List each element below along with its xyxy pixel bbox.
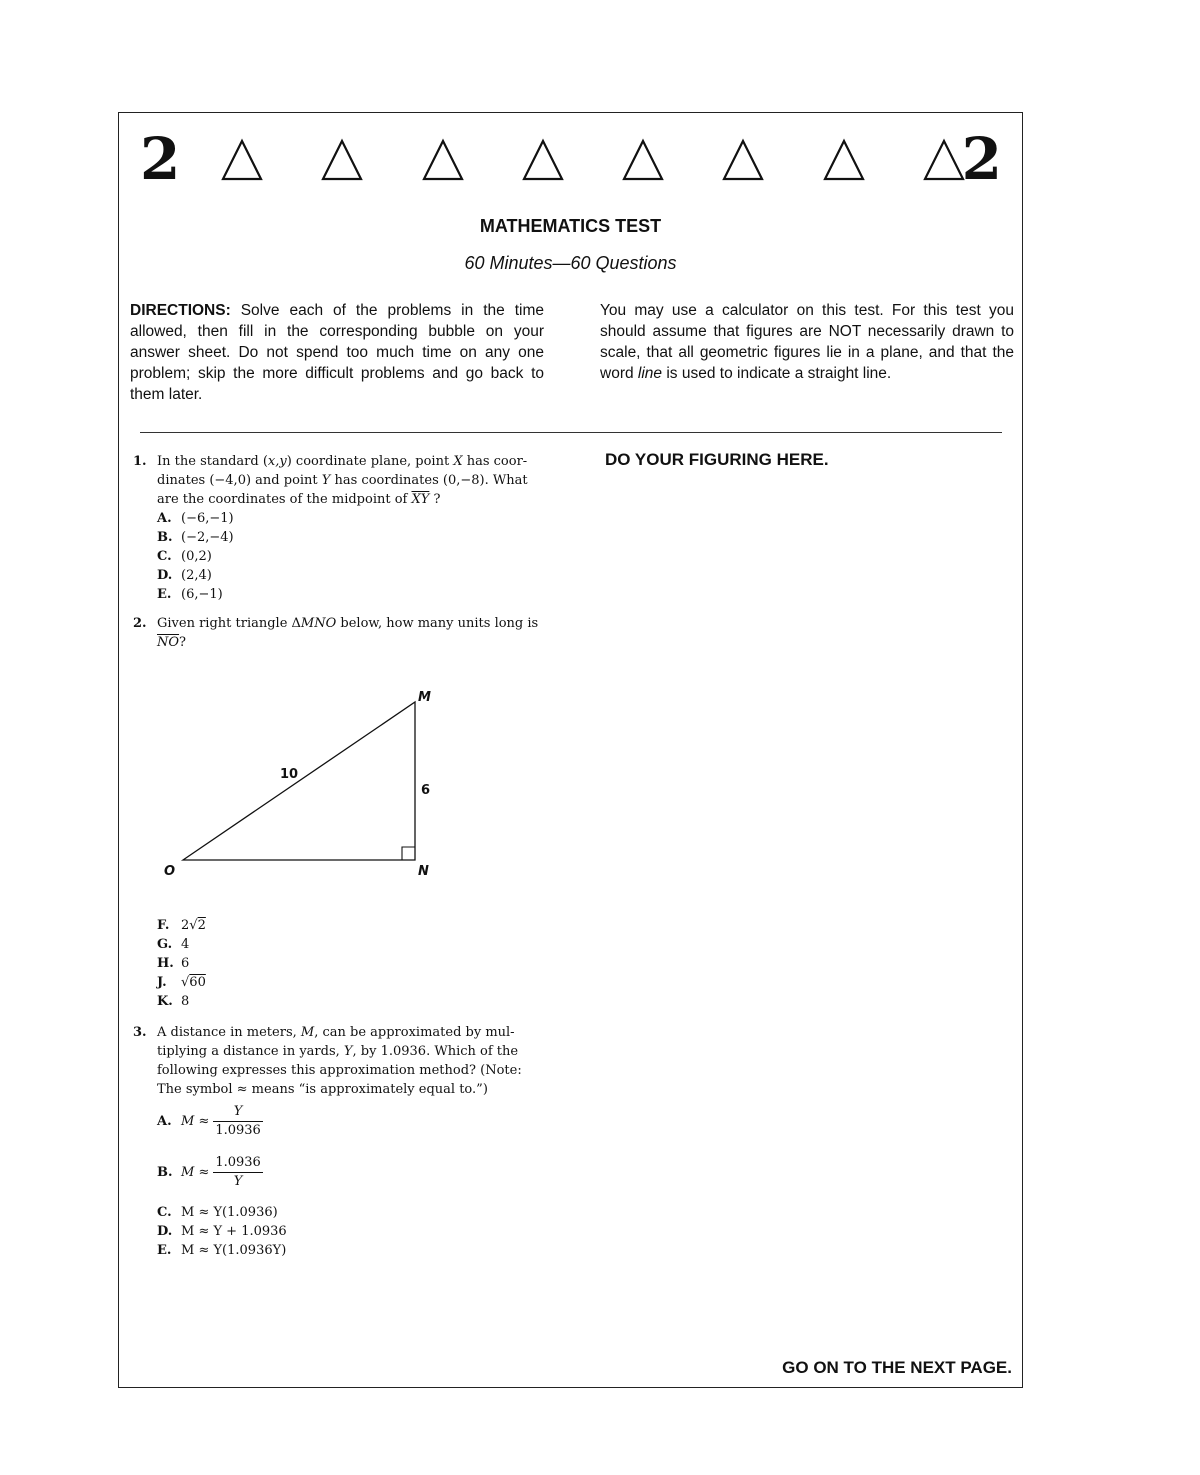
vertex-m-label: M bbox=[418, 690, 431, 705]
answer-option-h[interactable] bbox=[157, 954, 543, 973]
question-number: 2. bbox=[133, 616, 147, 631]
option-text: 2 bbox=[181, 918, 190, 933]
directions-right bbox=[600, 300, 1014, 384]
answer-option-j[interactable] bbox=[157, 973, 543, 992]
option-label: C. bbox=[157, 1205, 172, 1220]
text-part: has coordinates (0,−8). What are the coordinates of the midpoint of bbox=[157, 473, 528, 507]
option-text: (−6,−1) bbox=[181, 511, 234, 526]
section-triangle-icon bbox=[521, 138, 565, 182]
option-label: D. bbox=[157, 1224, 173, 1239]
question-text bbox=[157, 452, 543, 509]
question-2 bbox=[133, 614, 543, 652]
option-text: 6 bbox=[181, 956, 190, 971]
go-on-next-page: GO ON TO THE NEXT PAGE. bbox=[782, 1358, 1012, 1377]
answer-option-c[interactable] bbox=[157, 1203, 543, 1222]
section-triangle-icon bbox=[421, 138, 465, 182]
right-triangle-figure bbox=[150, 680, 460, 890]
question-text bbox=[157, 614, 543, 652]
figuring-heading: DO YOUR FIGURING HERE. bbox=[605, 450, 829, 469]
test-subtitle: 60 Minutes—60 Questions bbox=[464, 253, 677, 273]
directions-label: DIRECTIONS: bbox=[130, 302, 231, 319]
option-label: D. bbox=[157, 568, 173, 583]
section-header bbox=[140, 125, 1002, 193]
directions-right-text-2: is used to indicate a straight line. bbox=[662, 365, 892, 382]
section-triangle-icon bbox=[220, 138, 264, 182]
section-triangle-icon bbox=[822, 138, 866, 182]
section-number-right: 2 bbox=[961, 125, 1002, 193]
triangle-shape bbox=[183, 702, 415, 860]
option-label: E. bbox=[157, 587, 172, 602]
directions-left-text: Solve each of the problems in the time allowed, then fill in the corresponding bubble on your answer sheet. Do not spend too much time on any one problem; skip the more difficult problems and go back to them later. bbox=[130, 302, 544, 403]
radical-sign: √60 bbox=[181, 975, 206, 990]
answer-option-b[interactable] bbox=[157, 528, 543, 547]
option-text: (−2,−4) bbox=[181, 530, 234, 545]
text-part: In the standard ( bbox=[157, 454, 268, 469]
option-label: A. bbox=[157, 1114, 172, 1129]
option-label: H. bbox=[157, 956, 174, 971]
option-text: 8 bbox=[181, 994, 190, 1009]
text-part: X bbox=[453, 454, 463, 469]
option-label: F. bbox=[157, 918, 170, 933]
option-label: A. bbox=[157, 511, 172, 526]
question-1 bbox=[133, 452, 543, 604]
option-text: M ≈ Y + 1.0936 bbox=[181, 1224, 287, 1239]
text-part: x,y bbox=[267, 454, 287, 469]
text-part: , can be approximated by mul-tiplying a distance in yards, bbox=[157, 1025, 515, 1059]
option-text: (0,2) bbox=[181, 549, 212, 564]
answer-option-d[interactable] bbox=[157, 1222, 543, 1241]
fraction bbox=[213, 1154, 263, 1191]
text-part: has coor-dinates (−4,0) and point bbox=[157, 454, 528, 488]
right-angle-marker bbox=[402, 847, 415, 860]
option-label: B. bbox=[157, 530, 173, 545]
text-part: Given right triangle Δ bbox=[157, 616, 301, 631]
option-text: M ≈ Y(1.0936) bbox=[181, 1205, 278, 1220]
option-label: B. bbox=[157, 1165, 173, 1180]
option-text: (2,4) bbox=[181, 568, 212, 583]
section-triangle-icon bbox=[721, 138, 765, 182]
answer-option-d[interactable] bbox=[157, 566, 543, 585]
question-3 bbox=[133, 1023, 543, 1260]
answer-option-c[interactable] bbox=[157, 547, 543, 566]
question-number: 3. bbox=[133, 1025, 147, 1040]
text-part: Y bbox=[343, 1044, 353, 1059]
answer-option-a[interactable] bbox=[157, 509, 543, 528]
text-part: below, how many units long is bbox=[336, 616, 539, 631]
question-2-options bbox=[133, 916, 543, 1011]
vertex-o-label: O bbox=[164, 864, 176, 879]
section-number-left: 2 bbox=[140, 125, 181, 193]
answer-option-b[interactable] bbox=[157, 1154, 543, 1191]
option-label: K. bbox=[157, 994, 173, 1009]
directions-right-text-1: You may use a calculator on this test. For this test you should assume that figures are NOT necessarily drawn to scale, that all geometric figures lie in a plane, and that the word bbox=[600, 302, 1014, 382]
option-text: (6,−1) bbox=[181, 587, 223, 602]
divider-line bbox=[140, 432, 1002, 433]
text-part: M bbox=[300, 1025, 315, 1040]
directions-left bbox=[130, 300, 544, 405]
question-text bbox=[157, 1023, 543, 1099]
answer-option-g[interactable] bbox=[157, 935, 543, 954]
text-part: ? bbox=[429, 492, 441, 507]
option-label: G. bbox=[157, 937, 173, 952]
option-text: 4 bbox=[181, 937, 190, 952]
option-lhs: M ≈ bbox=[181, 1165, 210, 1180]
answer-option-k[interactable] bbox=[157, 992, 543, 1011]
answer-option-e[interactable] bbox=[157, 585, 543, 604]
section-triangle-icon bbox=[922, 138, 966, 182]
answer-option-a[interactable] bbox=[157, 1103, 543, 1140]
segment-xy: $\overline{XY}$ bbox=[411, 492, 430, 507]
numerator: Y bbox=[213, 1103, 263, 1122]
radicand: 2 bbox=[197, 918, 206, 933]
radicand: 60 bbox=[189, 975, 206, 990]
text-part: MNO bbox=[300, 616, 337, 631]
section-triangle-icon bbox=[621, 138, 665, 182]
text-part: , by 1.0936. Which of the following expresses this approximation method? (Note: The symbol ≈ means “is approximately equal to.”) bbox=[157, 1044, 522, 1097]
denominator: 1.0936 bbox=[215, 1123, 261, 1138]
directions-right-italic: line bbox=[637, 365, 663, 382]
denominator: Y bbox=[233, 1174, 243, 1189]
hypotenuse-label: 10 bbox=[280, 767, 299, 782]
radical-sign: √2 bbox=[189, 918, 206, 933]
fraction bbox=[213, 1103, 263, 1140]
option-label: C. bbox=[157, 549, 172, 564]
text-part: A distance in meters, bbox=[157, 1025, 301, 1040]
side-mn-label: 6 bbox=[421, 783, 431, 798]
test-title: MATHEMATICS TEST bbox=[479, 216, 662, 236]
text-part: Y bbox=[321, 473, 331, 488]
text-part: ? bbox=[179, 635, 187, 650]
option-label: J. bbox=[157, 975, 167, 990]
vertex-n-label: N bbox=[418, 864, 429, 879]
option-lhs: M ≈ bbox=[181, 1114, 210, 1129]
text-part: ) coordinate plane, point bbox=[286, 454, 454, 469]
section-triangle-icon bbox=[320, 138, 364, 182]
question-number: 1. bbox=[133, 454, 147, 469]
answer-option-f[interactable] bbox=[157, 916, 543, 935]
option-text: M ≈ Y(1.0936Y) bbox=[181, 1243, 287, 1258]
segment-no: $\overline{NO}$ bbox=[157, 635, 180, 650]
option-label: E. bbox=[157, 1243, 172, 1258]
answer-option-e[interactable] bbox=[157, 1241, 543, 1260]
numerator: 1.0936 bbox=[213, 1154, 263, 1173]
